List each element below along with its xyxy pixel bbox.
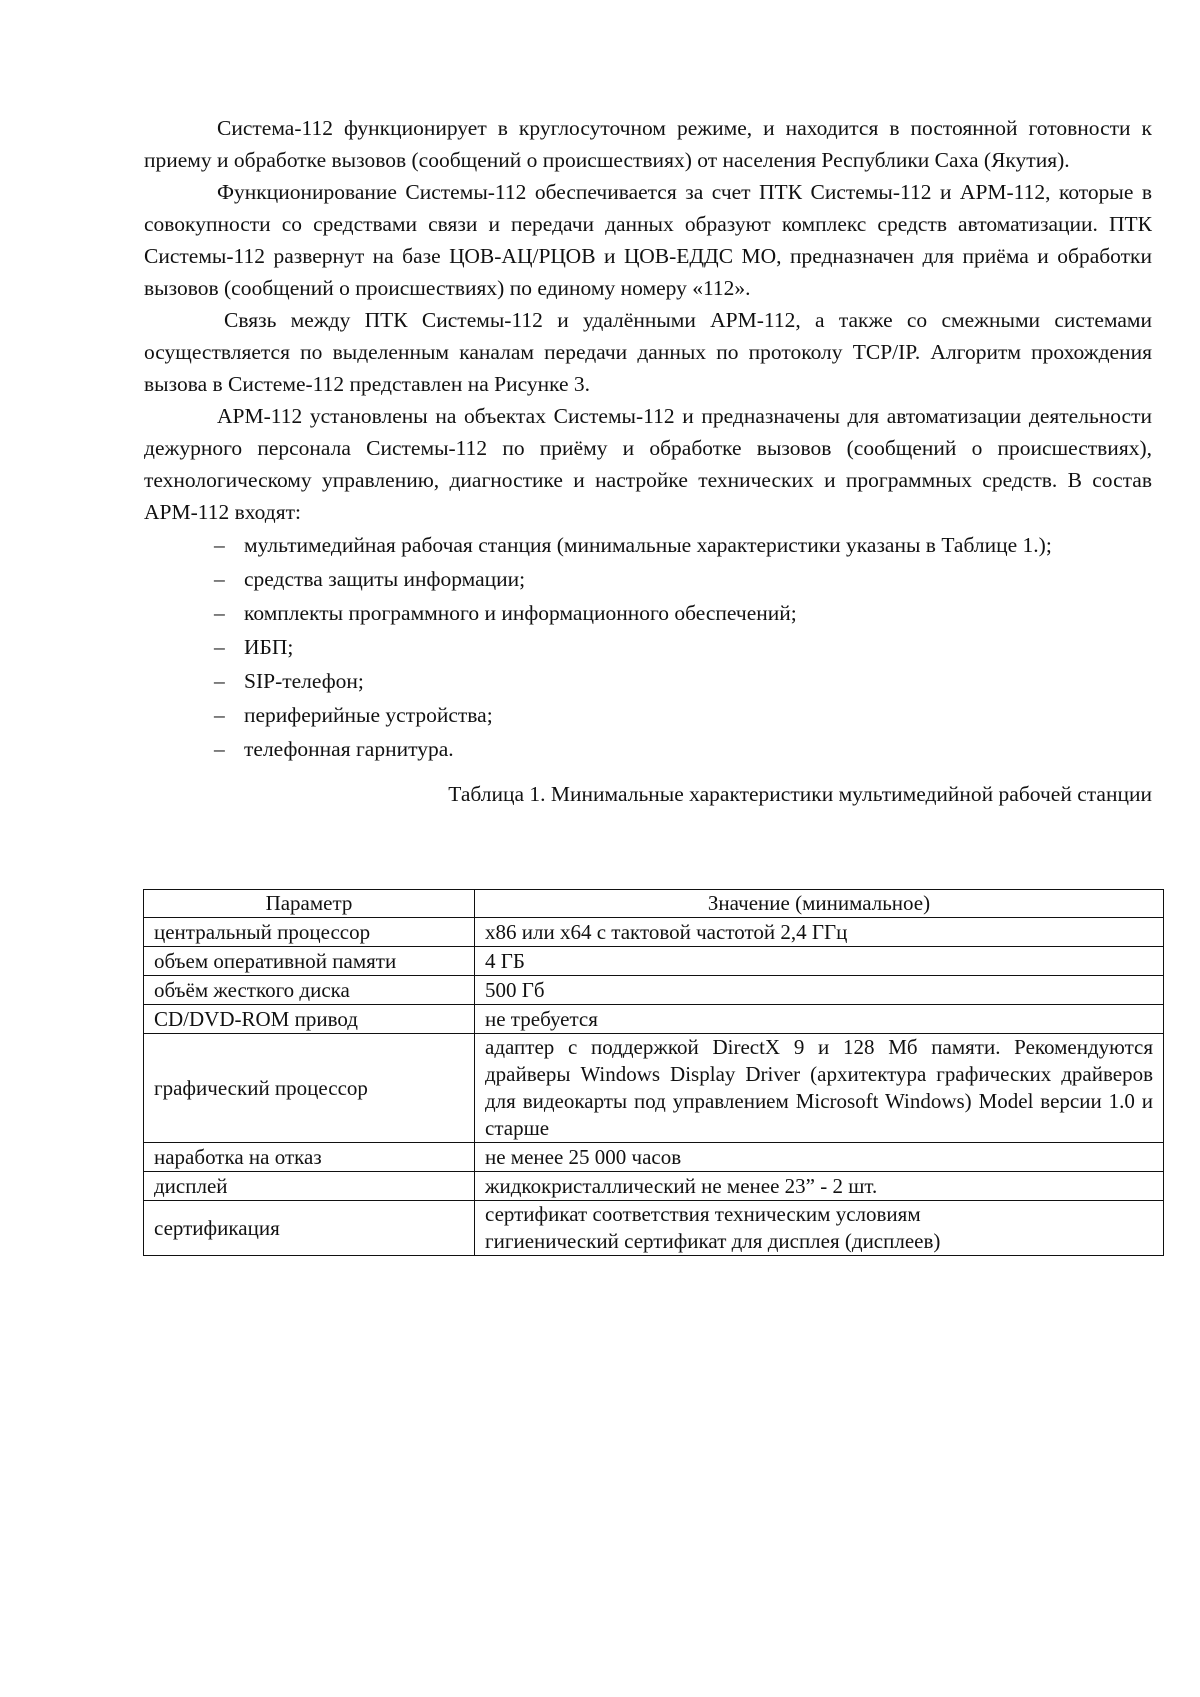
list-item <box>214 698 1152 732</box>
table-row <box>144 976 1164 1005</box>
table-cell-value: 500 Гб <box>475 976 1164 1005</box>
table-cell-param: CD/DVD-ROM привод <box>144 1005 475 1034</box>
list-item-text: SIP-телефон; <box>244 669 364 693</box>
table-header-cell: Параметр <box>144 890 475 918</box>
table-cell-value: сертификат соответствия техническим условиям гигиенический сертификат для дисплея (дисплеев) <box>475 1201 1164 1256</box>
paragraph: АРМ-112 установлены на объектах Системы-112 и предназначены для автоматизации деятельности дежурного персонала Системы-112 по приёму и обработке вызовов (сообщений о происшествиях), технологическому управлению, диагностике и настройке технических и программных средств. В состав АРМ-112 входят: <box>144 404 1152 524</box>
bullet-dash: – <box>214 737 225 761</box>
table-row <box>144 918 1164 947</box>
bullet-dash: – <box>214 669 225 693</box>
table-header-cell: Значение (минимальное) <box>475 890 1164 918</box>
bullet-dash: – <box>214 703 225 727</box>
list-item-text: комплекты программного и информационного обеспечений; <box>244 601 797 625</box>
list-item-text: средства защиты информации; <box>244 567 526 591</box>
list-item-text: периферийные устройства; <box>244 703 493 727</box>
table-row <box>144 947 1164 976</box>
list-item <box>214 596 1152 630</box>
paragraph: Связь между ПТК Системы-112 и удалёнными АРМ-112, а также со смежными системами осуществляется по выделенным каналам передачи данных по протоколу TCP/IP. Алгоритм прохождения вызова в Системе-112 представлен на Рисунке 3. <box>144 308 1152 396</box>
table-cell-param: графический процессор <box>144 1034 475 1143</box>
table-cell-value: х86 или х64 с тактовой частотой 2,4 ГГц <box>475 918 1164 947</box>
paragraph: Система-112 функционирует в круглосуточном режиме, и находится в постоянной готовности к приему и обработке вызовов (сообщений о происшествиях) от населения Республики Саха (Якутия). <box>144 116 1152 172</box>
table-cell-param: объем оперативной памяти <box>144 947 475 976</box>
table-cell-value: 4 ГБ <box>475 947 1164 976</box>
bullet-dash: – <box>214 635 225 659</box>
bullet-list <box>144 528 1152 766</box>
list-item-text: ИБП; <box>244 635 294 659</box>
list-item <box>214 630 1152 664</box>
table-header-row <box>144 890 1164 918</box>
list-item <box>214 664 1152 698</box>
paragraph: Функционирование Системы-112 обеспечивается за счет ПТК Системы-112 и АРМ-112, которые в совокупности со средствами связи и передачи данных образуют комплекс средств автоматизации. ПТК Системы-112 развернут на базе ЦОВ-АЦ/РЦОВ и ЦОВ-ЕДДС МО, предназначен для приёма и обработки вызовов (сообщений о происшествиях) по единому номеру «112». <box>144 180 1152 300</box>
table-cell-param: центральный процессор <box>144 918 475 947</box>
table-cell-value: не менее 25 000 часов <box>475 1143 1164 1172</box>
table-cell-param: наработка на отказ <box>144 1143 475 1172</box>
table-cell-param: сертификация <box>144 1201 475 1256</box>
specs-table <box>143 889 1164 1256</box>
table-row <box>144 1143 1164 1172</box>
table-row <box>144 1034 1164 1143</box>
table-cell-param: объём жесткого диска <box>144 976 475 1005</box>
document-body <box>144 112 1152 810</box>
bullet-dash: – <box>214 567 225 591</box>
bullet-dash: – <box>214 533 225 557</box>
table-cell-value: адаптер с поддержкой DirectX 9 и 128 Мб памяти. Рекомендуются драйверы Windows Display Driver (архитектура графических драйверов для видеокарты под управлением Microsoft Windows) Model версии 1.0 и старше <box>475 1034 1164 1143</box>
list-item <box>214 562 1152 596</box>
table-row <box>144 1172 1164 1201</box>
table-cell-param: дисплей <box>144 1172 475 1201</box>
table-cell-value: жидкокристаллический не менее 23” - 2 шт. <box>475 1172 1164 1201</box>
list-item <box>214 528 1152 562</box>
list-item-text: телефонная гарнитура. <box>244 737 454 761</box>
table-cell-value: не требуется <box>475 1005 1164 1034</box>
table-row <box>144 1005 1164 1034</box>
bullet-dash: – <box>214 601 225 625</box>
list-item-text: мультимедийная рабочая станция (минимальные характеристики указаны в Таблице 1.); <box>244 533 1052 557</box>
list-item <box>214 732 1152 766</box>
table-caption: Таблица 1. Минимальные характеристики мультимедийной рабочей станции <box>448 782 1152 806</box>
table-row <box>144 1201 1164 1256</box>
